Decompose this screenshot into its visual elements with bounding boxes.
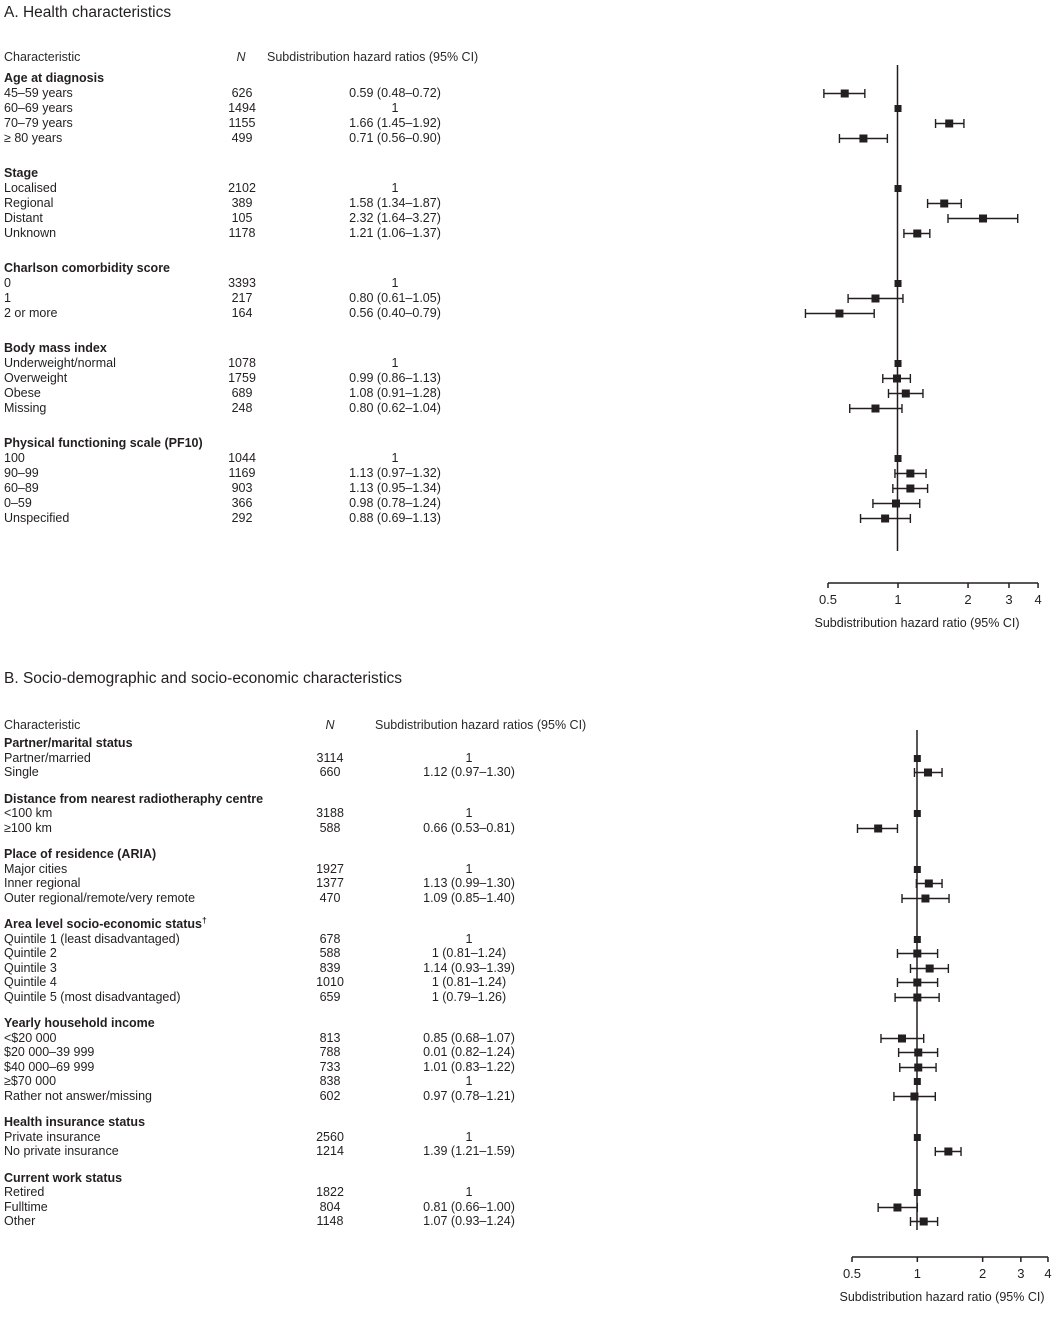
n-value: 660 <box>319 765 341 779</box>
hr-table-row <box>4 1130 1064 1145</box>
section-header: Health insurance status <box>4 1115 146 1129</box>
characteristic-label: Major cities <box>4 861 68 876</box>
hazard-ratio-value: 0.01 (0.82–1.24) <box>423 1045 515 1059</box>
characteristic-label: Obese <box>4 386 41 400</box>
characteristic-label: Quintile 4 <box>4 975 57 989</box>
panel-a-column-headers <box>0 50 1064 65</box>
characteristic-label: Other <box>4 1214 36 1228</box>
characteristic-label: Rather not answer/missing <box>4 1088 152 1103</box>
hazard-ratio-value: 1.66 (1.45–1.92) <box>349 116 441 130</box>
hazard-ratio-value: 0.97 (0.78–1.21) <box>423 1088 515 1103</box>
hazard-ratio-value: 1.12 (0.97–1.30) <box>423 765 515 779</box>
n-value: 1214 <box>316 1144 344 1158</box>
n-value: 1377 <box>316 876 344 890</box>
n-value: 292 <box>231 511 253 525</box>
col-header-n: N <box>236 50 246 64</box>
x-axis-title: Subdistribution hazard ratio (95% CI) <box>814 616 1020 630</box>
characteristic-label: Missing <box>4 401 47 415</box>
characteristic-label: Quintile 5 (most disadvantaged) <box>4 989 181 1004</box>
n-value: 499 <box>231 131 253 145</box>
characteristic-label: <$20 000 <box>4 1030 57 1045</box>
n-value: 3188 <box>316 806 344 820</box>
hazard-ratio-value: 0.66 (0.53–0.81) <box>423 820 515 835</box>
hazard-ratio-value: 2.32 (1.64–3.27) <box>349 211 441 225</box>
hazard-ratio-value: 1.39 (1.21–1.59) <box>423 1144 515 1158</box>
hr-table-row <box>4 990 1064 1005</box>
characteristic-label: Unknown <box>4 226 57 240</box>
hazard-ratio-value: 1 <box>391 356 399 370</box>
characteristic-label: No private insurance <box>4 1144 119 1158</box>
hazard-ratio-value: 1.07 (0.93–1.24) <box>423 1214 515 1228</box>
characteristic-section <box>4 261 1064 321</box>
x-axis-tick-label: 2 <box>964 592 972 607</box>
hr-table-row <box>4 751 1064 766</box>
characteristic-label: 70–79 years <box>4 116 73 130</box>
hr-table-row <box>4 1031 1064 1046</box>
hr-table-row <box>4 131 1064 146</box>
n-value: 839 <box>319 960 341 975</box>
hr-table-row <box>4 1089 1064 1104</box>
col-header-n: N <box>325 718 335 732</box>
hr-table-row <box>4 932 1064 947</box>
hr-table-row <box>4 116 1064 131</box>
characteristic-label: Single <box>4 765 39 779</box>
x-axis-title: Subdistribution hazard ratio (95% CI) <box>839 1290 1045 1304</box>
hazard-ratio-value: 1 <box>391 181 399 195</box>
characteristic-label: Localised <box>4 181 57 195</box>
hazard-ratio-value: 1 (0.81–1.24) <box>431 946 507 960</box>
hr-table-row <box>4 496 1064 511</box>
characteristic-section <box>4 436 1064 526</box>
hazard-ratio-value: 1.01 (0.83–1.22) <box>423 1059 515 1074</box>
n-value: 1148 <box>316 1214 344 1228</box>
hr-table-row <box>4 1045 1064 1060</box>
hazard-ratio-value: 1 <box>465 1074 473 1088</box>
hr-table-row <box>4 401 1064 416</box>
characteristic-label: ≥100 km <box>4 820 52 835</box>
characteristic-label: Quintile 1 (least disadvantaged) <box>4 931 180 946</box>
x-axis-tick-label: 1 <box>894 592 902 607</box>
hazard-ratio-value: 0.81 (0.66–1.00) <box>423 1199 515 1214</box>
section-header: Current work status <box>4 1170 123 1185</box>
characteristic-label: Regional <box>4 196 54 210</box>
hr-table-row <box>4 862 1064 877</box>
hazard-ratio-value: 1 <box>391 276 399 290</box>
hr-table-row <box>4 765 1064 780</box>
hr-table-row <box>4 961 1064 976</box>
characteristic-label: Underweight/normal <box>4 356 116 370</box>
n-value: 1044 <box>228 451 256 465</box>
characteristic-section <box>4 1016 1064 1103</box>
hazard-ratio-value: 0.71 (0.56–0.90) <box>349 131 441 145</box>
hr-table-row <box>4 891 1064 906</box>
hazard-ratio-value: 0.80 (0.62–1.04) <box>349 401 441 415</box>
n-value: 788 <box>319 1045 341 1059</box>
section-header: Physical functioning scale (PF10) <box>4 436 203 450</box>
characteristic-label: ≥ 80 years <box>4 131 63 145</box>
characteristic-label: Partner/married <box>4 750 91 765</box>
hazard-ratio-value: 1 <box>465 931 473 946</box>
hr-table-row <box>4 86 1064 101</box>
characteristic-label: 2 or more <box>4 306 58 320</box>
n-value: 164 <box>231 306 253 320</box>
n-value: 689 <box>231 386 253 400</box>
hazard-ratio-value: 1 <box>465 1185 473 1199</box>
hr-table-row <box>4 481 1064 496</box>
characteristic-section <box>4 1171 1064 1229</box>
n-value: 470 <box>319 890 341 905</box>
n-value: 2560 <box>316 1129 344 1144</box>
n-value: 733 <box>319 1059 341 1074</box>
hazard-ratio-value: 1.14 (0.93–1.39) <box>423 960 515 975</box>
characteristic-section <box>4 1115 1064 1159</box>
n-value: 1010 <box>316 975 344 989</box>
hazard-ratio-value: 1 (0.81–1.24) <box>431 975 507 989</box>
characteristic-label: Fulltime <box>4 1199 48 1214</box>
n-value: 1759 <box>228 371 256 385</box>
hr-table-row <box>4 276 1064 291</box>
characteristic-label: ≥$70 000 <box>4 1074 57 1088</box>
hr-table-row <box>4 511 1064 526</box>
hr-table-row <box>4 451 1064 466</box>
hazard-ratio-value: 1 <box>391 451 399 465</box>
n-value: 217 <box>231 291 253 305</box>
n-value: 2102 <box>228 181 256 195</box>
n-value: 1822 <box>316 1185 344 1199</box>
x-axis-tick-label: 0.5 <box>842 1266 862 1281</box>
characteristic-section <box>4 847 1064 905</box>
n-value: 1155 <box>228 116 256 130</box>
hazard-ratio-value: 1.09 (0.85–1.40) <box>423 890 515 905</box>
x-axis-tick-label: 3 <box>1017 1266 1025 1281</box>
col-header-hazard-ratios: Subdistribution hazard ratios (95% CI) <box>267 50 479 64</box>
characteristic-label: Distant <box>4 211 43 225</box>
hazard-ratio-value: 0.80 (0.61–1.05) <box>349 291 441 305</box>
hazard-ratio-value: 1.58 (1.34–1.87) <box>349 196 441 210</box>
characteristic-section <box>4 914 1064 1004</box>
characteristic-label: 45–59 years <box>4 86 73 100</box>
section-header: Body mass index <box>4 341 107 355</box>
col-header-characteristic: Characteristic <box>4 718 81 732</box>
x-axis-tick-label: 1 <box>913 1266 921 1281</box>
hr-table-row <box>4 196 1064 211</box>
n-value: 678 <box>319 931 341 946</box>
characteristic-label: Inner regional <box>4 876 81 890</box>
hr-table-row <box>4 806 1064 821</box>
n-value: 248 <box>231 401 253 415</box>
characteristic-label: $40 000–69 999 <box>4 1059 95 1074</box>
n-value: 838 <box>319 1074 341 1088</box>
characteristic-label: Outer regional/remote/very remote <box>4 890 196 905</box>
col-header-hazard-ratios: Subdistribution hazard ratios (95% CI) <box>375 718 587 732</box>
n-value: 804 <box>319 1199 341 1214</box>
hr-table-row <box>4 1200 1064 1215</box>
hazard-ratio-value: 0.85 (0.68–1.07) <box>423 1030 515 1045</box>
characteristic-label: Quintile 2 <box>4 946 57 960</box>
hazard-ratio-value: 1.13 (0.95–1.34) <box>349 481 441 495</box>
hazard-ratio-value: 1.13 (0.97–1.32) <box>349 466 441 480</box>
hr-table-row <box>4 1074 1064 1089</box>
hazard-ratio-value: 1 <box>391 101 399 115</box>
panel-b-title: B. Socio-demographic and socio-economic characteristics <box>4 670 403 687</box>
n-value: 366 <box>231 496 253 510</box>
panel-a-table <box>4 71 1064 526</box>
x-axis-tick-label: 2 <box>979 1266 987 1281</box>
n-value: 626 <box>231 86 253 100</box>
n-value: 1494 <box>228 101 256 115</box>
characteristic-label: Quintile 3 <box>4 960 57 975</box>
n-value: 1178 <box>228 226 256 240</box>
col-header-characteristic: Characteristic <box>4 50 81 64</box>
section-header: Stage <box>4 166 39 180</box>
hazard-ratio-value: 1 (0.79–1.26) <box>431 989 507 1004</box>
hr-table-row <box>4 1144 1064 1159</box>
section-header: Place of residence (ARIA) <box>4 847 157 861</box>
characteristic-section <box>4 166 1064 241</box>
characteristic-section <box>4 792 1064 836</box>
hr-table-row <box>4 306 1064 321</box>
hr-table-row <box>4 946 1064 961</box>
hazard-ratio-value: 0.56 (0.40–0.79) <box>349 306 441 320</box>
characteristic-label: 90–99 <box>4 466 39 480</box>
hazard-ratio-value: 1 <box>465 806 473 820</box>
hr-table-row <box>4 1214 1064 1229</box>
hr-table-row <box>4 1185 1064 1200</box>
n-value: 105 <box>231 211 253 225</box>
hr-table-row <box>4 876 1064 891</box>
characteristic-label: 60–69 years <box>4 101 73 115</box>
x-axis-tick-label: 0.5 <box>818 592 838 607</box>
x-axis-tick-label: 4 <box>1034 592 1042 607</box>
n-value: 813 <box>319 1030 341 1045</box>
hr-table-row <box>4 291 1064 306</box>
n-value: 3114 <box>316 750 344 765</box>
panel-b <box>0 660 1064 1318</box>
hazard-ratio-value: 1.08 (0.91–1.28) <box>349 386 441 400</box>
characteristic-label: <100 km <box>4 806 53 820</box>
hazard-ratio-value: 1 <box>465 1129 473 1144</box>
n-value: 903 <box>231 481 253 495</box>
x-axis-tick-label: 3 <box>1005 592 1013 607</box>
hazard-ratio-value: 1.21 (1.06–1.37) <box>349 226 441 240</box>
hazard-ratio-value: 1 <box>465 750 473 765</box>
hr-table-row <box>4 181 1064 196</box>
section-header: Partner/marital status <box>4 736 133 750</box>
n-value: 602 <box>319 1088 341 1103</box>
hr-table-row <box>4 386 1064 401</box>
n-value: 1169 <box>228 466 256 480</box>
characteristic-label: Overweight <box>4 371 68 385</box>
characteristic-label: 60–89 <box>4 481 39 495</box>
hr-table-row <box>4 821 1064 836</box>
panel-a-title: A. Health characteristics <box>4 4 172 21</box>
hr-table-row <box>4 226 1064 241</box>
n-value: 3393 <box>228 276 256 290</box>
characteristic-label: 0–59 <box>4 496 32 510</box>
characteristic-section <box>4 736 1064 780</box>
characteristic-label: Retired <box>4 1185 45 1199</box>
hr-table-row <box>4 356 1064 371</box>
characteristic-label: Unspecified <box>4 511 70 525</box>
characteristic-label: 0 <box>4 276 11 290</box>
hr-table-row <box>4 211 1064 226</box>
n-value: 659 <box>319 989 341 1004</box>
hazard-ratio-value: 0.99 (0.86–1.13) <box>349 371 441 385</box>
characteristic-label: 100 <box>4 451 25 465</box>
hr-table-row <box>4 371 1064 386</box>
section-header: Charlson comorbidity score <box>4 261 171 275</box>
hr-table-row <box>4 975 1064 990</box>
hazard-ratio-value: 0.98 (0.78–1.24) <box>349 496 441 510</box>
characteristic-section <box>4 71 1064 146</box>
hazard-ratio-value: 0.88 (0.69–1.13) <box>349 511 441 525</box>
n-value: 389 <box>231 196 253 210</box>
n-value: 588 <box>319 820 341 835</box>
hr-table-row <box>4 466 1064 481</box>
hr-table-row <box>4 1060 1064 1075</box>
hazard-ratio-value: 0.59 (0.48–0.72) <box>349 86 441 100</box>
panel-b-table <box>4 736 1064 1229</box>
x-axis-tick-label: 4 <box>1044 1266 1052 1281</box>
section-header: Distance from nearest radiotheraphy centre <box>4 791 264 806</box>
section-header: Area level socio-economic status† <box>4 914 207 931</box>
section-header: Age at diagnosis <box>4 71 105 85</box>
characteristic-label: Private insurance <box>4 1129 101 1144</box>
dagger-footnote-mark: † <box>202 914 207 925</box>
n-value: 1927 <box>316 861 344 876</box>
hazard-ratio-value: 1.13 (0.99–1.30) <box>423 876 515 890</box>
characteristic-section <box>4 341 1064 416</box>
n-value: 1078 <box>228 356 256 370</box>
n-value: 588 <box>319 946 341 960</box>
section-header: Yearly household income <box>4 1016 155 1030</box>
hazard-ratio-value: 1 <box>465 861 473 876</box>
panel-b-column-headers <box>0 718 1064 733</box>
characteristic-label: $20 000–39 999 <box>4 1045 95 1059</box>
hr-table-row <box>4 101 1064 116</box>
characteristic-label: 1 <box>4 291 11 305</box>
